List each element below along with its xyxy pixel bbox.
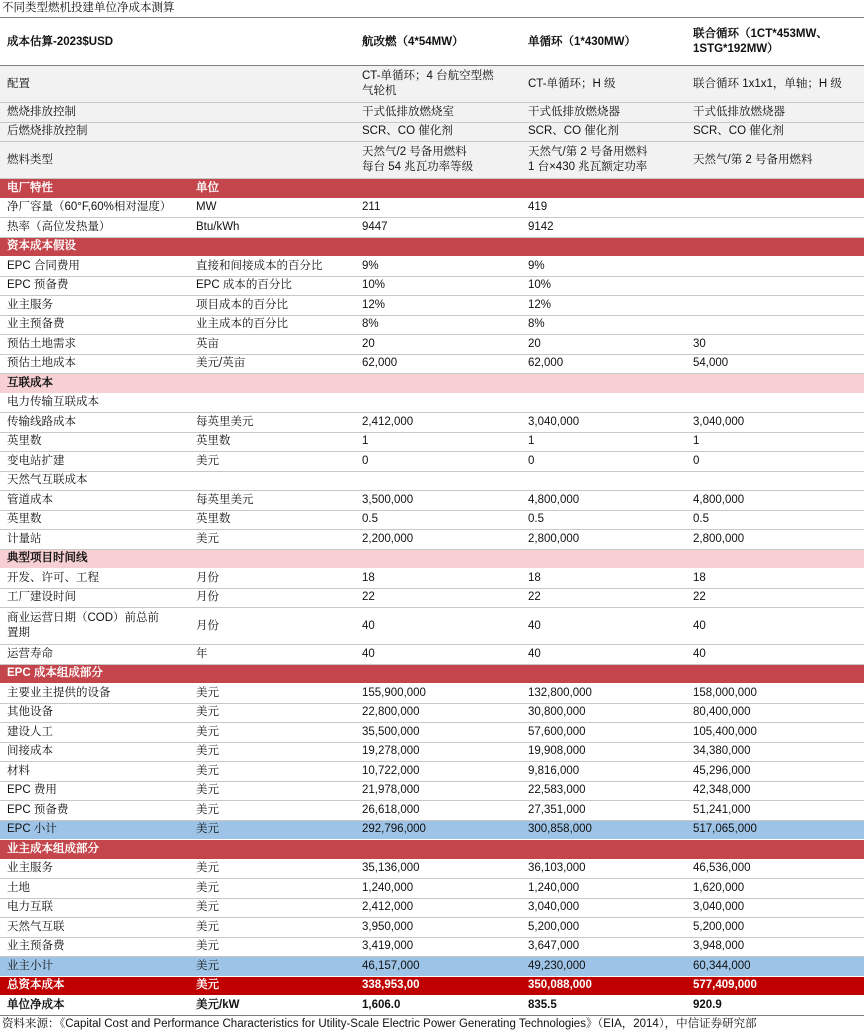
cell-aeroderivative: 62,000 <box>355 354 521 374</box>
cell-unit: EPC 成本的百分比 <box>189 276 355 296</box>
cell-combined-cycle: 3,040,000 <box>686 413 864 433</box>
cell-unit: 美元 <box>189 762 355 782</box>
cell-combined-cycle <box>686 840 864 860</box>
cell-item: 传输线路成本 <box>0 413 189 433</box>
cell-simple-cycle: 3,040,000 <box>521 413 686 433</box>
table-row <box>0 198 864 218</box>
cell-simple-cycle: 天然气/第 2 号备用燃料 1 台×430 兆瓦额定功率 <box>521 142 686 179</box>
cell-item: EPC 预备费 <box>0 276 189 296</box>
section-header-row <box>0 374 864 394</box>
cell-item: 土地 <box>0 879 189 899</box>
cell-aeroderivative: 40 <box>355 645 521 665</box>
cell-item: 开发、许可、工程 <box>0 569 189 589</box>
cell-simple-cycle: 22,583,000 <box>521 781 686 801</box>
cell-simple-cycle: 干式低排放燃烧器 <box>521 103 686 123</box>
cell-item: EPC 成本组成部分 <box>0 664 189 684</box>
table-row <box>0 781 864 801</box>
cell-item: 资本成本假设 <box>0 237 189 257</box>
cell-item: 英里数 <box>0 510 189 530</box>
cell-simple-cycle: 57,600,000 <box>521 723 686 743</box>
cell-item: EPC 小计 <box>0 820 189 840</box>
cell-item: 业主成本组成部分 <box>0 840 189 860</box>
cell-unit: 美元 <box>189 937 355 957</box>
table-row <box>0 996 864 1016</box>
cell-unit <box>189 393 355 413</box>
cell-unit <box>189 237 355 257</box>
cell-aeroderivative <box>355 664 521 684</box>
cell-combined-cycle <box>686 179 864 199</box>
cell-unit: 每英里美元 <box>189 413 355 433</box>
cell-combined-cycle <box>686 393 864 413</box>
table-row <box>0 142 864 179</box>
cell-simple-cycle: 1 <box>521 432 686 452</box>
table-row <box>0 879 864 899</box>
cell-aeroderivative: 1 <box>355 432 521 452</box>
table-row <box>0 820 864 840</box>
cell-combined-cycle: 5,200,000 <box>686 918 864 938</box>
cell-item: 互联成本 <box>0 374 189 394</box>
cell-aeroderivative: 18 <box>355 569 521 589</box>
cell-simple-cycle: 3,040,000 <box>521 898 686 918</box>
cell-combined-cycle: 40 <box>686 608 864 645</box>
section-header-row <box>0 237 864 257</box>
table-row <box>0 608 864 645</box>
cell-simple-cycle: 18 <box>521 569 686 589</box>
cell-item: 配置 <box>0 66 189 103</box>
cell-aeroderivative: 22 <box>355 588 521 608</box>
cell-item: 间接成本 <box>0 742 189 762</box>
cell-simple-cycle <box>521 664 686 684</box>
table-row <box>0 471 864 491</box>
cell-aeroderivative: 干式低排放燃烧室 <box>355 103 521 123</box>
cell-simple-cycle: 5,200,000 <box>521 918 686 938</box>
table-row <box>0 257 864 277</box>
cell-item: EPC 预备费 <box>0 801 189 821</box>
cell-combined-cycle: 18 <box>686 569 864 589</box>
cell-aeroderivative: 3,419,000 <box>355 937 521 957</box>
cell-aeroderivative: SCR、CO 催化剂 <box>355 122 521 142</box>
cell-aeroderivative: CT-单循环；4 台航空型燃 气轮机 <box>355 66 521 103</box>
cell-unit <box>189 142 355 179</box>
cell-item: 管道成本 <box>0 491 189 511</box>
table-row <box>0 898 864 918</box>
cell-simple-cycle: 9,816,000 <box>521 762 686 782</box>
cell-combined-cycle: 22 <box>686 588 864 608</box>
cell-combined-cycle: 干式低排放燃烧器 <box>686 103 864 123</box>
cell-item: 预估土地需求 <box>0 335 189 355</box>
table-row <box>0 66 864 103</box>
cell-unit: 美元 <box>189 801 355 821</box>
table-row <box>0 530 864 550</box>
cell-combined-cycle: SCR、CO 催化剂 <box>686 122 864 142</box>
cell-simple-cycle: 19,908,000 <box>521 742 686 762</box>
cell-combined-cycle <box>686 218 864 238</box>
table-row <box>0 859 864 879</box>
cell-aeroderivative: 2,200,000 <box>355 530 521 550</box>
cell-unit: 月份 <box>189 569 355 589</box>
cell-combined-cycle <box>686 257 864 277</box>
section-header-row <box>0 840 864 860</box>
cell-simple-cycle: 300,858,000 <box>521 820 686 840</box>
cell-aeroderivative: 20 <box>355 335 521 355</box>
table-row <box>0 122 864 142</box>
cell-unit: 美元 <box>189 957 355 977</box>
cell-aeroderivative: 0.5 <box>355 510 521 530</box>
cell-item: 预估土地成本 <box>0 354 189 374</box>
cell-combined-cycle: 517,065,000 <box>686 820 864 840</box>
table-row <box>0 645 864 665</box>
cell-combined-cycle: 54,000 <box>686 354 864 374</box>
cell-aeroderivative <box>355 374 521 394</box>
cell-unit: 月份 <box>189 588 355 608</box>
cell-item: 运营寿命 <box>0 645 189 665</box>
table-row <box>0 588 864 608</box>
cell-aeroderivative <box>355 549 521 569</box>
table-row <box>0 762 864 782</box>
cell-combined-cycle: 30 <box>686 335 864 355</box>
cell-unit: 直接和间接成本的百分比 <box>189 257 355 277</box>
cell-item: EPC 合同费用 <box>0 257 189 277</box>
cell-simple-cycle: SCR、CO 催化剂 <box>521 122 686 142</box>
cell-item: 总资本成本 <box>0 976 189 996</box>
source-note: 资料来源：《Capital Cost and Performance Characteristics for Utility-Scale Electric Power Generating Technologies》（EIA，2014），中信证券研究部 <box>2 1018 757 1030</box>
cell-simple-cycle: 22 <box>521 588 686 608</box>
cell-unit: 美元 <box>189 723 355 743</box>
cell-item: 计量站 <box>0 530 189 550</box>
cell-unit: 美元 <box>189 703 355 723</box>
cell-simple-cycle <box>521 374 686 394</box>
cell-aeroderivative: 10,722,000 <box>355 762 521 782</box>
cell-combined-cycle: 1 <box>686 432 864 452</box>
cell-item: 业主服务 <box>0 859 189 879</box>
cell-combined-cycle: 46,536,000 <box>686 859 864 879</box>
cell-aeroderivative: 26,618,000 <box>355 801 521 821</box>
cell-item: 工厂建设时间 <box>0 588 189 608</box>
cell-aeroderivative: 8% <box>355 315 521 335</box>
cell-aeroderivative: 19,278,000 <box>355 742 521 762</box>
cell-simple-cycle: 419 <box>521 198 686 218</box>
cell-simple-cycle: 40 <box>521 645 686 665</box>
cell-unit <box>189 840 355 860</box>
cell-aeroderivative <box>355 179 521 199</box>
table-row <box>0 276 864 296</box>
cell-item: 业主小计 <box>0 957 189 977</box>
cell-combined-cycle <box>686 315 864 335</box>
table-row <box>0 801 864 821</box>
table-row <box>0 315 864 335</box>
cell-aeroderivative: 9% <box>355 257 521 277</box>
table-row <box>0 491 864 511</box>
cell-item: 业主预备费 <box>0 315 189 335</box>
cell-item: 典型项目时间线 <box>0 549 189 569</box>
cell-combined-cycle: 0 <box>686 452 864 472</box>
cell-combined-cycle: 34,380,000 <box>686 742 864 762</box>
cell-unit: 美元 <box>189 530 355 550</box>
cell-combined-cycle: 0.5 <box>686 510 864 530</box>
cell-item: 电力互联 <box>0 898 189 918</box>
cell-combined-cycle: 40 <box>686 645 864 665</box>
section-header-row <box>0 664 864 684</box>
header-cell-simple-cycle: 单循环（1*430MW） <box>521 19 686 66</box>
table-row <box>0 296 864 316</box>
cell-aeroderivative: 338,953,00 <box>355 976 521 996</box>
cell-item: 电力传输互联成本 <box>0 393 189 413</box>
cell-combined-cycle: 920.9 <box>686 996 864 1016</box>
cell-unit: 美元 <box>189 859 355 879</box>
table-row <box>0 937 864 957</box>
cell-simple-cycle: 10% <box>521 276 686 296</box>
cell-item: EPC 费用 <box>0 781 189 801</box>
cell-unit: 美元 <box>189 918 355 938</box>
cell-unit <box>189 66 355 103</box>
cell-combined-cycle: 577,409,000 <box>686 976 864 996</box>
cell-unit: 美元 <box>189 820 355 840</box>
cell-simple-cycle: 132,800,000 <box>521 684 686 704</box>
table-body <box>0 19 864 1015</box>
cell-unit <box>189 103 355 123</box>
cell-simple-cycle: 49,230,000 <box>521 957 686 977</box>
table-row <box>0 452 864 472</box>
cell-unit: 美元/kW <box>189 996 355 1016</box>
cell-simple-cycle: 12% <box>521 296 686 316</box>
cell-aeroderivative: 35,500,000 <box>355 723 521 743</box>
cell-unit: 美元 <box>189 879 355 899</box>
cell-unit: 项目成本的百分比 <box>189 296 355 316</box>
cell-combined-cycle <box>686 471 864 491</box>
table-row <box>0 393 864 413</box>
table-row <box>0 432 864 452</box>
cell-unit: 美元 <box>189 781 355 801</box>
cell-item: 燃烧排放控制 <box>0 103 189 123</box>
cell-unit <box>189 374 355 394</box>
cell-combined-cycle <box>686 276 864 296</box>
cell-item: 单位净成本 <box>0 996 189 1016</box>
cell-combined-cycle: 联合循环 1x1x1，单轴；H 级 <box>686 66 864 103</box>
table-row <box>0 218 864 238</box>
cell-item: 燃料类型 <box>0 142 189 179</box>
cell-combined-cycle: 45,296,000 <box>686 762 864 782</box>
cell-aeroderivative: 12% <box>355 296 521 316</box>
cell-simple-cycle: 3,647,000 <box>521 937 686 957</box>
cell-item: 天然气互联成本 <box>0 471 189 491</box>
cell-unit <box>189 664 355 684</box>
cell-simple-cycle: 9% <box>521 257 686 277</box>
cell-item: 净厂容量（60°F,60%相对湿度） <box>0 198 189 218</box>
cell-aeroderivative: 2,412,000 <box>355 413 521 433</box>
cell-aeroderivative: 46,157,000 <box>355 957 521 977</box>
cell-aeroderivative: 155,900,000 <box>355 684 521 704</box>
cell-simple-cycle: CT-单循环；H 级 <box>521 66 686 103</box>
cell-simple-cycle: 4,800,000 <box>521 491 686 511</box>
cell-item: 英里数 <box>0 432 189 452</box>
cell-unit: 英里数 <box>189 432 355 452</box>
cell-simple-cycle: 20 <box>521 335 686 355</box>
cell-combined-cycle <box>686 664 864 684</box>
cell-aeroderivative: 0 <box>355 452 521 472</box>
cell-combined-cycle: 3,948,000 <box>686 937 864 957</box>
cell-unit <box>189 549 355 569</box>
cell-unit: 美元 <box>189 898 355 918</box>
cell-unit: Btu/kWh <box>189 218 355 238</box>
cell-simple-cycle <box>521 393 686 413</box>
cell-combined-cycle: 51,241,000 <box>686 801 864 821</box>
cell-aeroderivative: 3,500,000 <box>355 491 521 511</box>
cell-item: 材料 <box>0 762 189 782</box>
section-header-row <box>0 179 864 199</box>
table-row <box>0 684 864 704</box>
cell-combined-cycle: 60,344,000 <box>686 957 864 977</box>
cell-unit: 美元 <box>189 452 355 472</box>
cell-unit: 月份 <box>189 608 355 645</box>
cell-combined-cycle <box>686 237 864 257</box>
cell-unit: 美元/英亩 <box>189 354 355 374</box>
cell-aeroderivative: 3,950,000 <box>355 918 521 938</box>
cell-combined-cycle <box>686 549 864 569</box>
cell-combined-cycle: 80,400,000 <box>686 703 864 723</box>
table-title: 不同类型燃机投建单位净成本测算 <box>0 0 864 18</box>
cell-aeroderivative <box>355 237 521 257</box>
cell-combined-cycle: 1,620,000 <box>686 879 864 899</box>
cell-simple-cycle: 30,800,000 <box>521 703 686 723</box>
cell-simple-cycle <box>521 840 686 860</box>
cell-simple-cycle: 0 <box>521 452 686 472</box>
cell-unit: 英亩 <box>189 335 355 355</box>
table-row <box>0 976 864 996</box>
cell-aeroderivative <box>355 393 521 413</box>
cell-simple-cycle: 0.5 <box>521 510 686 530</box>
cell-aeroderivative: 10% <box>355 276 521 296</box>
cell-unit: 每英里美元 <box>189 491 355 511</box>
cell-combined-cycle: 42,348,000 <box>686 781 864 801</box>
table-header-row <box>0 19 864 66</box>
cell-simple-cycle: 2,800,000 <box>521 530 686 550</box>
cell-simple-cycle: 1,240,000 <box>521 879 686 899</box>
cell-simple-cycle: 835.5 <box>521 996 686 1016</box>
table-row <box>0 354 864 374</box>
cell-simple-cycle <box>521 549 686 569</box>
section-header-row <box>0 549 864 569</box>
table-row <box>0 957 864 977</box>
cell-simple-cycle: 62,000 <box>521 354 686 374</box>
cell-unit: 英里数 <box>189 510 355 530</box>
cell-combined-cycle: 4,800,000 <box>686 491 864 511</box>
header-cell-unit <box>189 19 355 66</box>
table-row <box>0 569 864 589</box>
cell-aeroderivative: 22,800,000 <box>355 703 521 723</box>
cell-item: 建设人工 <box>0 723 189 743</box>
cell-simple-cycle: 350,088,000 <box>521 976 686 996</box>
cell-aeroderivative: 9447 <box>355 218 521 238</box>
cell-item: 后燃烧排放控制 <box>0 122 189 142</box>
cell-combined-cycle: 天然气/第 2 号备用燃料 <box>686 142 864 179</box>
cell-aeroderivative: 211 <box>355 198 521 218</box>
cell-simple-cycle <box>521 179 686 199</box>
cell-simple-cycle: 8% <box>521 315 686 335</box>
cell-item: 主要业主提供的设备 <box>0 684 189 704</box>
cell-aeroderivative <box>355 471 521 491</box>
table-row <box>0 413 864 433</box>
cell-unit <box>189 122 355 142</box>
cell-item: 热率（高位发热量） <box>0 218 189 238</box>
cell-item: 变电站扩建 <box>0 452 189 472</box>
cell-item: 商业运营日期（COD）前总前 置期 <box>0 608 189 645</box>
cell-unit: 美元 <box>189 684 355 704</box>
cell-combined-cycle: 2,800,000 <box>686 530 864 550</box>
cell-simple-cycle <box>521 237 686 257</box>
cell-aeroderivative: 1,606.0 <box>355 996 521 1016</box>
cell-simple-cycle: 40 <box>521 608 686 645</box>
cell-combined-cycle <box>686 296 864 316</box>
cell-combined-cycle: 3,040,000 <box>686 898 864 918</box>
cell-item: 天然气互联 <box>0 918 189 938</box>
cell-aeroderivative <box>355 840 521 860</box>
cell-aeroderivative: 天然气/2 号备用燃料 每台 54 兆瓦功率等级 <box>355 142 521 179</box>
cell-combined-cycle <box>686 374 864 394</box>
cell-unit: 单位 <box>189 179 355 199</box>
cell-simple-cycle <box>521 471 686 491</box>
cell-aeroderivative: 35,136,000 <box>355 859 521 879</box>
header-cell-item: 成本估算-2023$USD <box>0 19 189 66</box>
table-row <box>0 103 864 123</box>
table-row <box>0 742 864 762</box>
cell-aeroderivative: 21,978,000 <box>355 781 521 801</box>
cell-combined-cycle <box>686 198 864 218</box>
cell-simple-cycle: 9142 <box>521 218 686 238</box>
header-cell-combined-cycle: 联合循环（1CT*453MW、 1STG*192MW） <box>686 19 864 66</box>
cost-estimate-table <box>0 19 864 1016</box>
cell-item: 其他设备 <box>0 703 189 723</box>
cell-combined-cycle: 105,400,000 <box>686 723 864 743</box>
cell-item: 电厂特性 <box>0 179 189 199</box>
cell-aeroderivative: 1,240,000 <box>355 879 521 899</box>
cell-simple-cycle: 36,103,000 <box>521 859 686 879</box>
cell-unit: 美元 <box>189 976 355 996</box>
cell-aeroderivative: 2,412,000 <box>355 898 521 918</box>
cell-aeroderivative: 292,796,000 <box>355 820 521 840</box>
table-row <box>0 918 864 938</box>
cell-simple-cycle: 27,351,000 <box>521 801 686 821</box>
cell-unit: 美元 <box>189 742 355 762</box>
cell-unit: MW <box>189 198 355 218</box>
cell-item: 业主服务 <box>0 296 189 316</box>
table-row <box>0 510 864 530</box>
cell-aeroderivative: 40 <box>355 608 521 645</box>
header-cell-aeroderivative: 航改燃（4*54MW） <box>355 19 521 66</box>
cell-unit <box>189 471 355 491</box>
cell-unit: 年 <box>189 645 355 665</box>
table-row <box>0 703 864 723</box>
cell-combined-cycle: 158,000,000 <box>686 684 864 704</box>
table-row <box>0 335 864 355</box>
table-row <box>0 723 864 743</box>
cell-unit: 业主成本的百分比 <box>189 315 355 335</box>
cell-item: 业主预备费 <box>0 937 189 957</box>
